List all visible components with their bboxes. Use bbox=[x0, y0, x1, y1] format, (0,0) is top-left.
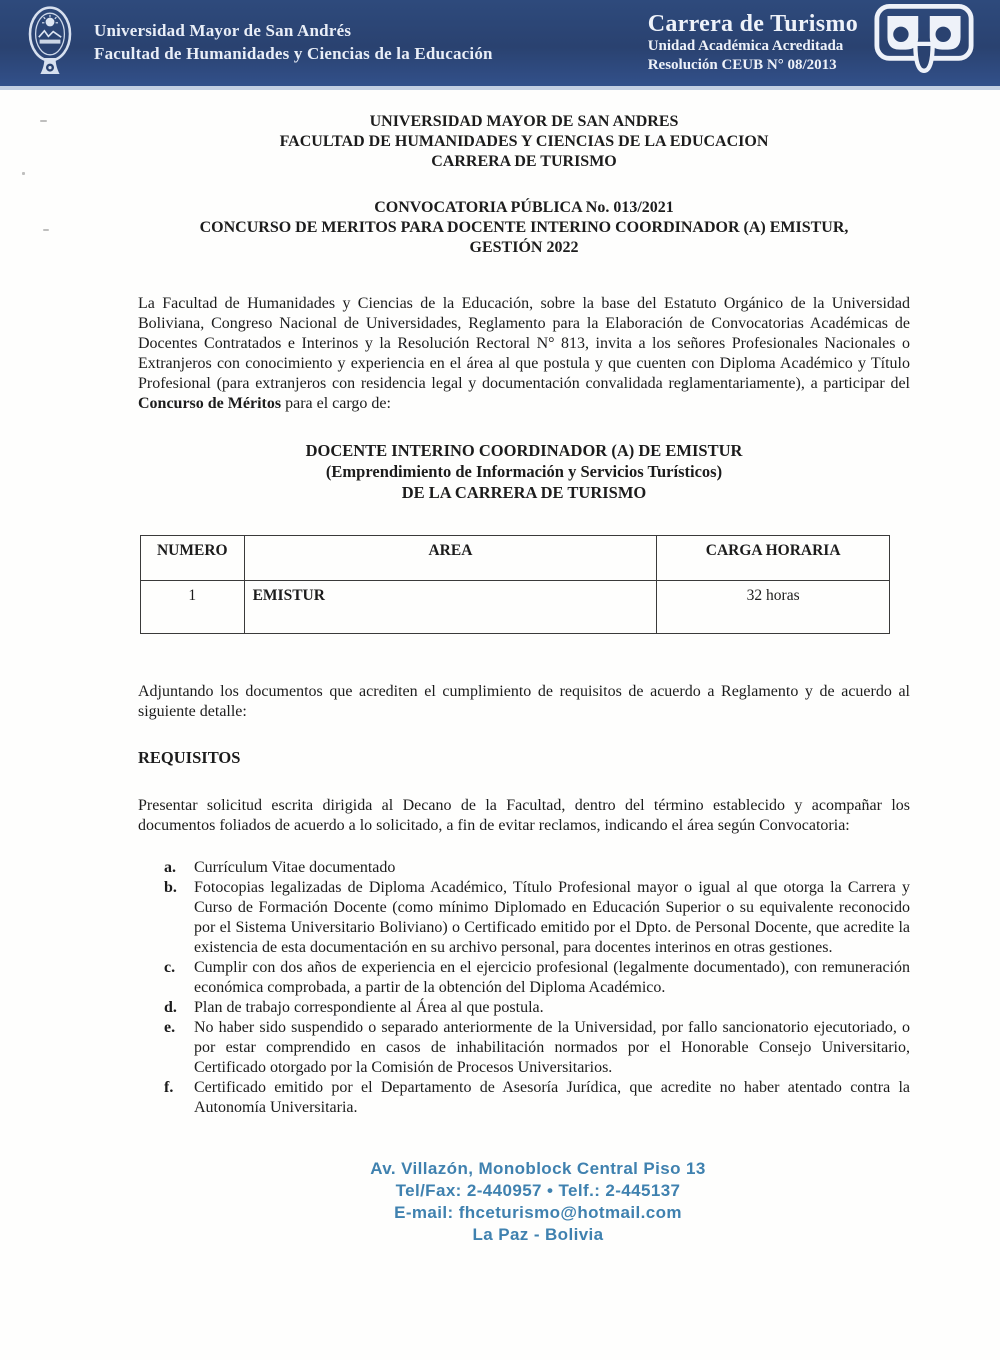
footer-email: E-mail: fhceturismo@hotmail.com bbox=[394, 1203, 682, 1222]
col-header-numero: NUMERO bbox=[141, 536, 245, 581]
title-university: UNIVERSIDAD MAYOR DE SAN ANDRES bbox=[369, 113, 679, 130]
requisitos-heading: REQUISITOS bbox=[138, 748, 241, 767]
list-marker: f. bbox=[164, 1079, 174, 1096]
list-marker: c. bbox=[164, 959, 176, 976]
header-faculty-name: Facultad de Humanidades y Ciencias de la Educación bbox=[94, 44, 493, 63]
col-header-area: AREA bbox=[244, 536, 657, 581]
list-item bbox=[164, 858, 910, 878]
list-text: Currículum Vitae documentado bbox=[194, 859, 396, 876]
cell-carga: 32 horas bbox=[657, 581, 890, 634]
title-block bbox=[138, 112, 910, 172]
presentar-paragraph: Presentar solicitud escrita dirigida al Decano de la Facultad, dentro del término establecido y acompañar los documentos foliados de acuerdo a lo solicitado, a fin de evitar reclamos, indicando el área según Convocatoria: bbox=[138, 797, 910, 834]
header-accreditation: Unidad Académica Acreditada bbox=[647, 37, 844, 54]
list-marker: e. bbox=[164, 1019, 176, 1036]
list-text: Fotocopias legalizadas de Diploma Académico, Título Profesional mayor o igual al que otorga la Carrera y Curso de Formación Docente (como mínimo Diplomado en Educación Superior o su equivalente reconocido por el Sistema Universitario Boliviano) o Certificado emitido por el Dpto. de Personal Docente, que acredite la existencia de esta documentación en su archivo personal, para docentes interinos en otras gestiones. bbox=[194, 879, 910, 956]
document-body bbox=[0, 112, 1000, 1246]
header-left bbox=[26, 0, 648, 89]
header-band bbox=[0, 0, 1000, 90]
list-item bbox=[164, 998, 910, 1018]
footer-phones: Tel/Fax: 2-440957 • Telf.: 2-445137 bbox=[395, 1181, 681, 1200]
table-row bbox=[141, 581, 890, 634]
convocatoria-gestion: GESTIÓN 2022 bbox=[469, 239, 579, 256]
header-university-name: Universidad Mayor de San Andrés bbox=[94, 21, 352, 41]
scan-artifact bbox=[40, 120, 47, 122]
footer-address: Av. Villazón, Monoblock Central Piso 13 bbox=[370, 1159, 706, 1178]
position-title: DOCENTE INTERINO COORDINADOR (A) DE EMISTUR bbox=[305, 441, 743, 460]
intro-text-1: La Facultad de Humanidades y Ciencias de la Educación, sobre la base del Estatuto Orgánico de la Universidad Boliviana, Congreso Nacional de Universidades, Reglamento para la Elaboración de Convocatorias Académicas de Docentes Contratados e Interinos y la Resolución Rectoral N° 813, invita a los señores Profesionales Nacionales o Extranjeros con conocimiento y experiencia en el área al que postula y que cuenten con Diploma Académico y Título Profesional (para extranjeros con residencia legal y documentación convalidada reglamentariamente), a participar del bbox=[138, 295, 910, 392]
position-subtitle: (Emprendimiento de Información y Servicios Turísticos) bbox=[325, 462, 723, 481]
list-text: No haber sido suspendido o separado anteriormente de la Universidad, por fallo sancionatorio ejecutoriado, o por estar comprendido en casos de inhabilitación normados por el Honorable Consejo Universitario, Certificado otorgado por la Comisión de Procesos Universitarios. bbox=[194, 1019, 910, 1076]
list-text: Plan de trabajo correspondiente al Área al que postula. bbox=[194, 999, 544, 1016]
footer-city: La Paz - Bolivia bbox=[472, 1225, 604, 1244]
list-marker: d. bbox=[164, 999, 177, 1016]
scan-artifact bbox=[43, 229, 49, 231]
tourism-owl-logo-icon bbox=[874, 3, 974, 84]
header-resolution: Resolución CEUB N° 08/2013 bbox=[647, 56, 837, 73]
requisitos-list bbox=[164, 858, 910, 1118]
university-seal-icon bbox=[26, 0, 74, 89]
position-block bbox=[138, 440, 910, 503]
cell-numero: 1 bbox=[141, 581, 245, 634]
table-header-row bbox=[141, 536, 890, 581]
list-item bbox=[164, 958, 910, 998]
intro-paragraph bbox=[138, 294, 910, 414]
scan-artifact bbox=[22, 172, 25, 175]
header-right-text bbox=[648, 12, 858, 75]
list-text: Certificado emitido por el Departamento de Asesoría Jurídica, que acredite no haber atentado contra la Autonomía Universitaria. bbox=[194, 1079, 910, 1116]
header-right bbox=[648, 3, 974, 84]
convocatoria-block bbox=[138, 198, 910, 258]
title-faculty: FACULTAD DE HUMANIDADES Y CIENCIAS DE LA EDUCACION bbox=[279, 133, 769, 150]
list-marker: b. bbox=[164, 879, 177, 896]
intro-bold-concurso: Concurso de Méritos bbox=[138, 395, 282, 412]
positions-table-wrap bbox=[140, 535, 910, 634]
list-marker: a. bbox=[164, 859, 176, 876]
header-career-title: Carrera de Turismo bbox=[647, 10, 858, 37]
positions-table bbox=[140, 535, 890, 634]
list-text: Cumplir con dos años de experiencia en el ejercicio profesional (legalmente documentado), con remuneración económica comprobada, a partir de la obtención del Diploma Académico. bbox=[194, 959, 910, 996]
contact-footer bbox=[138, 1158, 910, 1246]
cell-area: EMISTUR bbox=[244, 581, 657, 634]
header-left-text bbox=[94, 20, 493, 66]
position-career: DE LA CARRERA DE TURISMO bbox=[401, 483, 647, 502]
title-career: CARRERA DE TURISMO bbox=[431, 153, 617, 170]
col-header-carga: CARGA HORARIA bbox=[657, 536, 890, 581]
convocatoria-number: CONVOCATORIA PÚBLICA No. 013/2021 bbox=[374, 199, 674, 216]
list-item bbox=[164, 1018, 910, 1078]
adjuntando-paragraph: Adjuntando los documentos que acrediten el cumplimiento de requisitos de acuerdo a Reglamento y de acuerdo al siguiente detalle: bbox=[138, 683, 910, 720]
list-item bbox=[164, 1078, 910, 1118]
intro-text-2: para el cargo de: bbox=[281, 395, 391, 412]
convocatoria-concurso: CONCURSO DE MERITOS PARA DOCENTE INTERINO COORDINADOR (A) EMISTUR, bbox=[199, 219, 849, 236]
list-item bbox=[164, 878, 910, 958]
